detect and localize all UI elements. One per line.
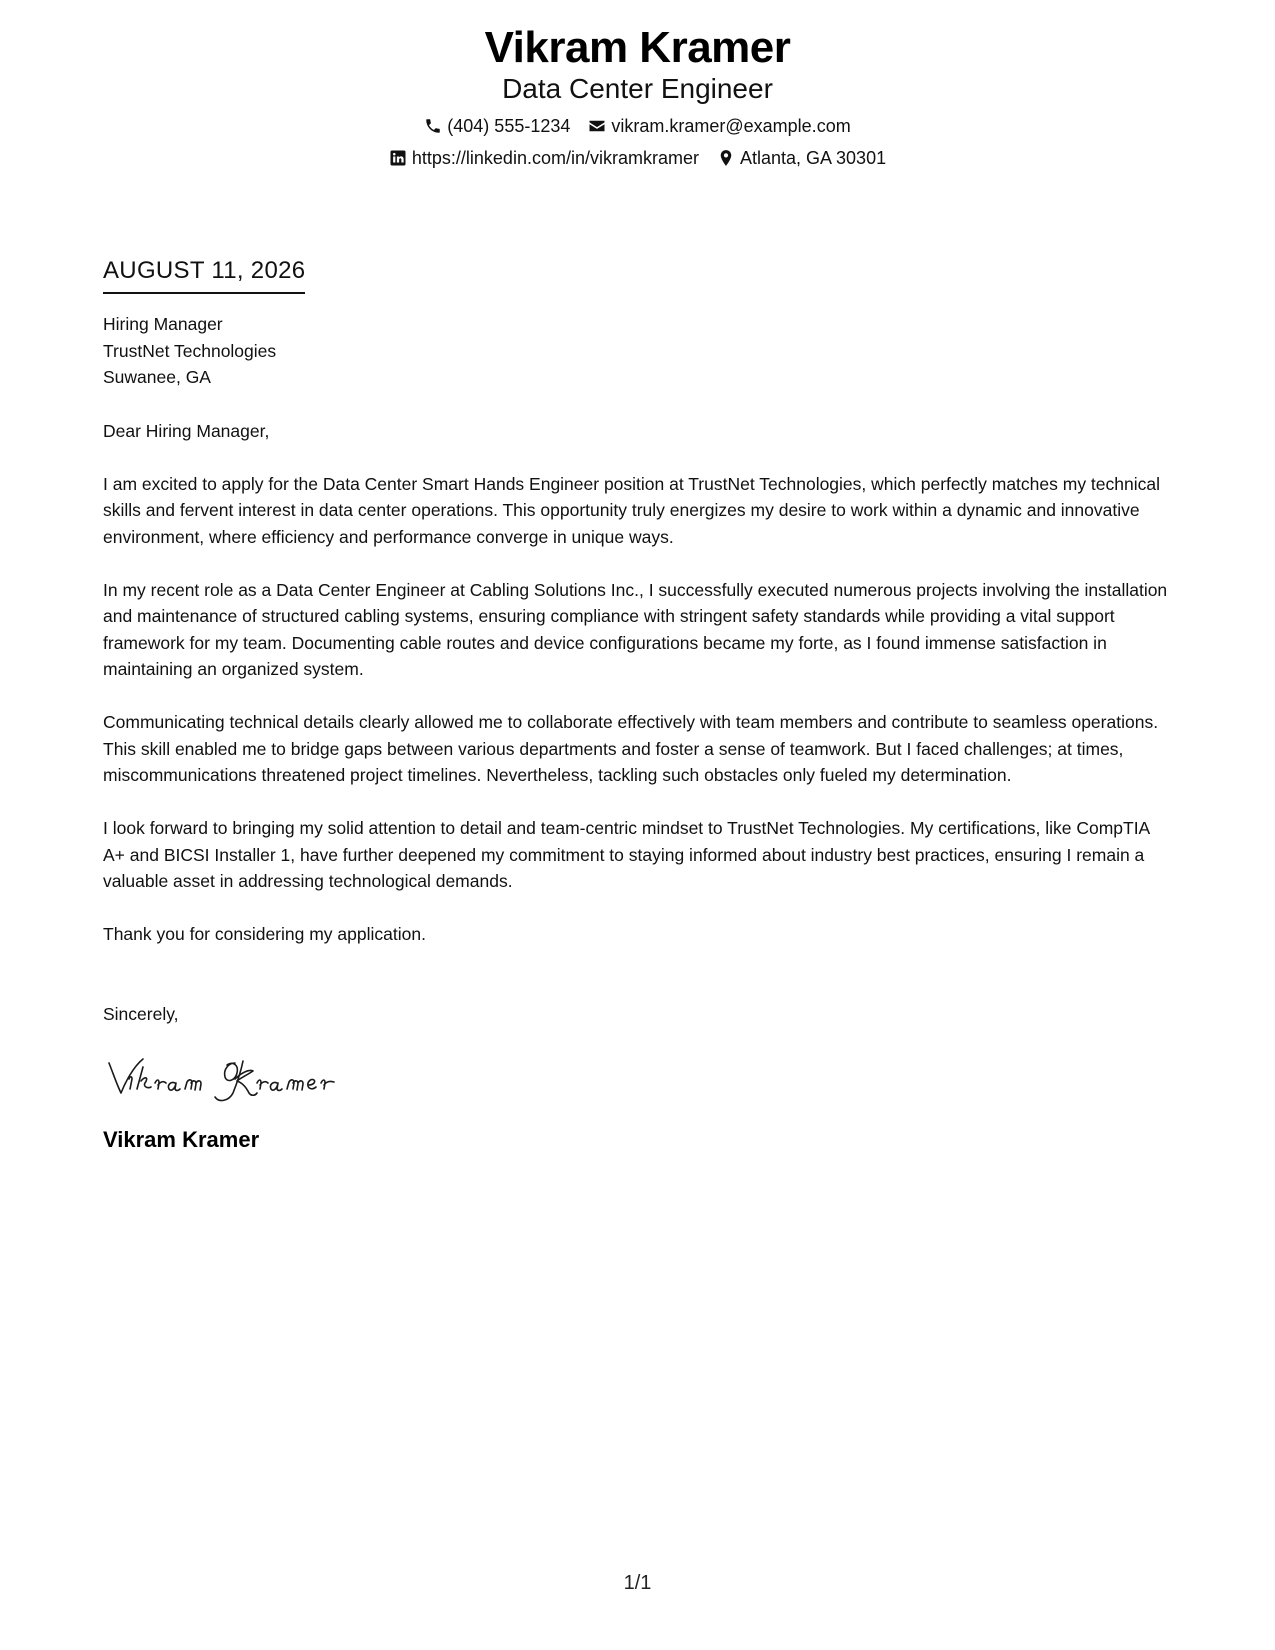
contact-email[interactable]	[588, 114, 850, 138]
body-paragraph: Communicating technical details clearly allowed me to collaborate effectively with team members and contribute to seamless operations. This skill enabled me to bridge gaps between various departments and foster a sense of teamwork. But I faced challenges; at times, miscommunications threatened project timelines. Nevertheless, tackling such obstacles only fueled my determination.	[103, 712, 1159, 785]
contact-row-2	[0, 146, 1275, 170]
recipient-line: Hiring Manager	[103, 314, 223, 334]
signer-name: Vikram Kramer	[103, 1127, 260, 1152]
applicant-title: Data Center Engineer	[502, 73, 773, 104]
closing-thanks: Thank you for considering my application.	[103, 924, 426, 944]
handwritten-signature	[103, 1049, 1173, 1109]
recipient-line: Suwanee, GA	[103, 367, 211, 387]
body-paragraph: In my recent role as a Data Center Engineer at Cabling Solutions Inc., I successfully executed numerous projects involving the installation and maintenance of structured cabling systems, ensuring compliance with stringent safety standards while providing a vital support framework for my team. Documenting cable routes and device configurations became my forte, as I found immense satisfaction in maintaining an organized system.	[103, 579, 1168, 679]
contact-location	[717, 146, 886, 170]
sign-off: Sincerely,	[103, 1003, 179, 1024]
phone-icon	[424, 117, 442, 135]
letter-header	[0, 22, 1275, 170]
salutation: Dear Hiring Manager,	[103, 420, 270, 441]
signature-drawing	[103, 1049, 363, 1109]
body-paragraph: I look forward to bringing my solid attention to detail and team-centric mindset to TrustNet Technologies. My certifications, like CompTIA A+ and BICSI Installer 1, have further deepened my commitment to staying informed about industry best practices, ensuring I remain a valuable asset in addressing technological demands.	[103, 818, 1150, 891]
map-pin-icon	[717, 149, 735, 167]
date-block	[103, 256, 305, 294]
email-text: vikram.kramer@example.com	[611, 116, 851, 136]
contact-row-1	[0, 114, 1275, 138]
recipient-line: TrustNet Technologies	[103, 340, 277, 361]
contact-phone	[424, 114, 570, 138]
linkedin-icon	[389, 149, 407, 167]
phone-text: (404) 555-1234	[447, 116, 571, 136]
letter-body	[103, 256, 1173, 1154]
recipient-block	[103, 311, 1173, 391]
page-number: 1/1	[623, 1572, 652, 1594]
letter-date: AUGUST 11, 2026	[103, 257, 306, 284]
location-text: Atlanta, GA 30301	[739, 148, 887, 168]
linkedin-text: https://linkedin.com/in/vikramkramer	[411, 148, 699, 168]
applicant-name: Vikram Kramer	[484, 23, 791, 72]
body-paragraph: I am excited to apply for the Data Center Smart Hands Engineer position at TrustNet Technologies, which perfectly matches my technical skills and fervent interest in data center operations. This opportunity truly energizes my desire to work within a dynamic and innovative environment, where efficiency and performance converge in unique ways.	[103, 473, 1160, 547]
contact-linkedin[interactable]	[389, 146, 699, 170]
envelope-icon	[588, 117, 606, 135]
